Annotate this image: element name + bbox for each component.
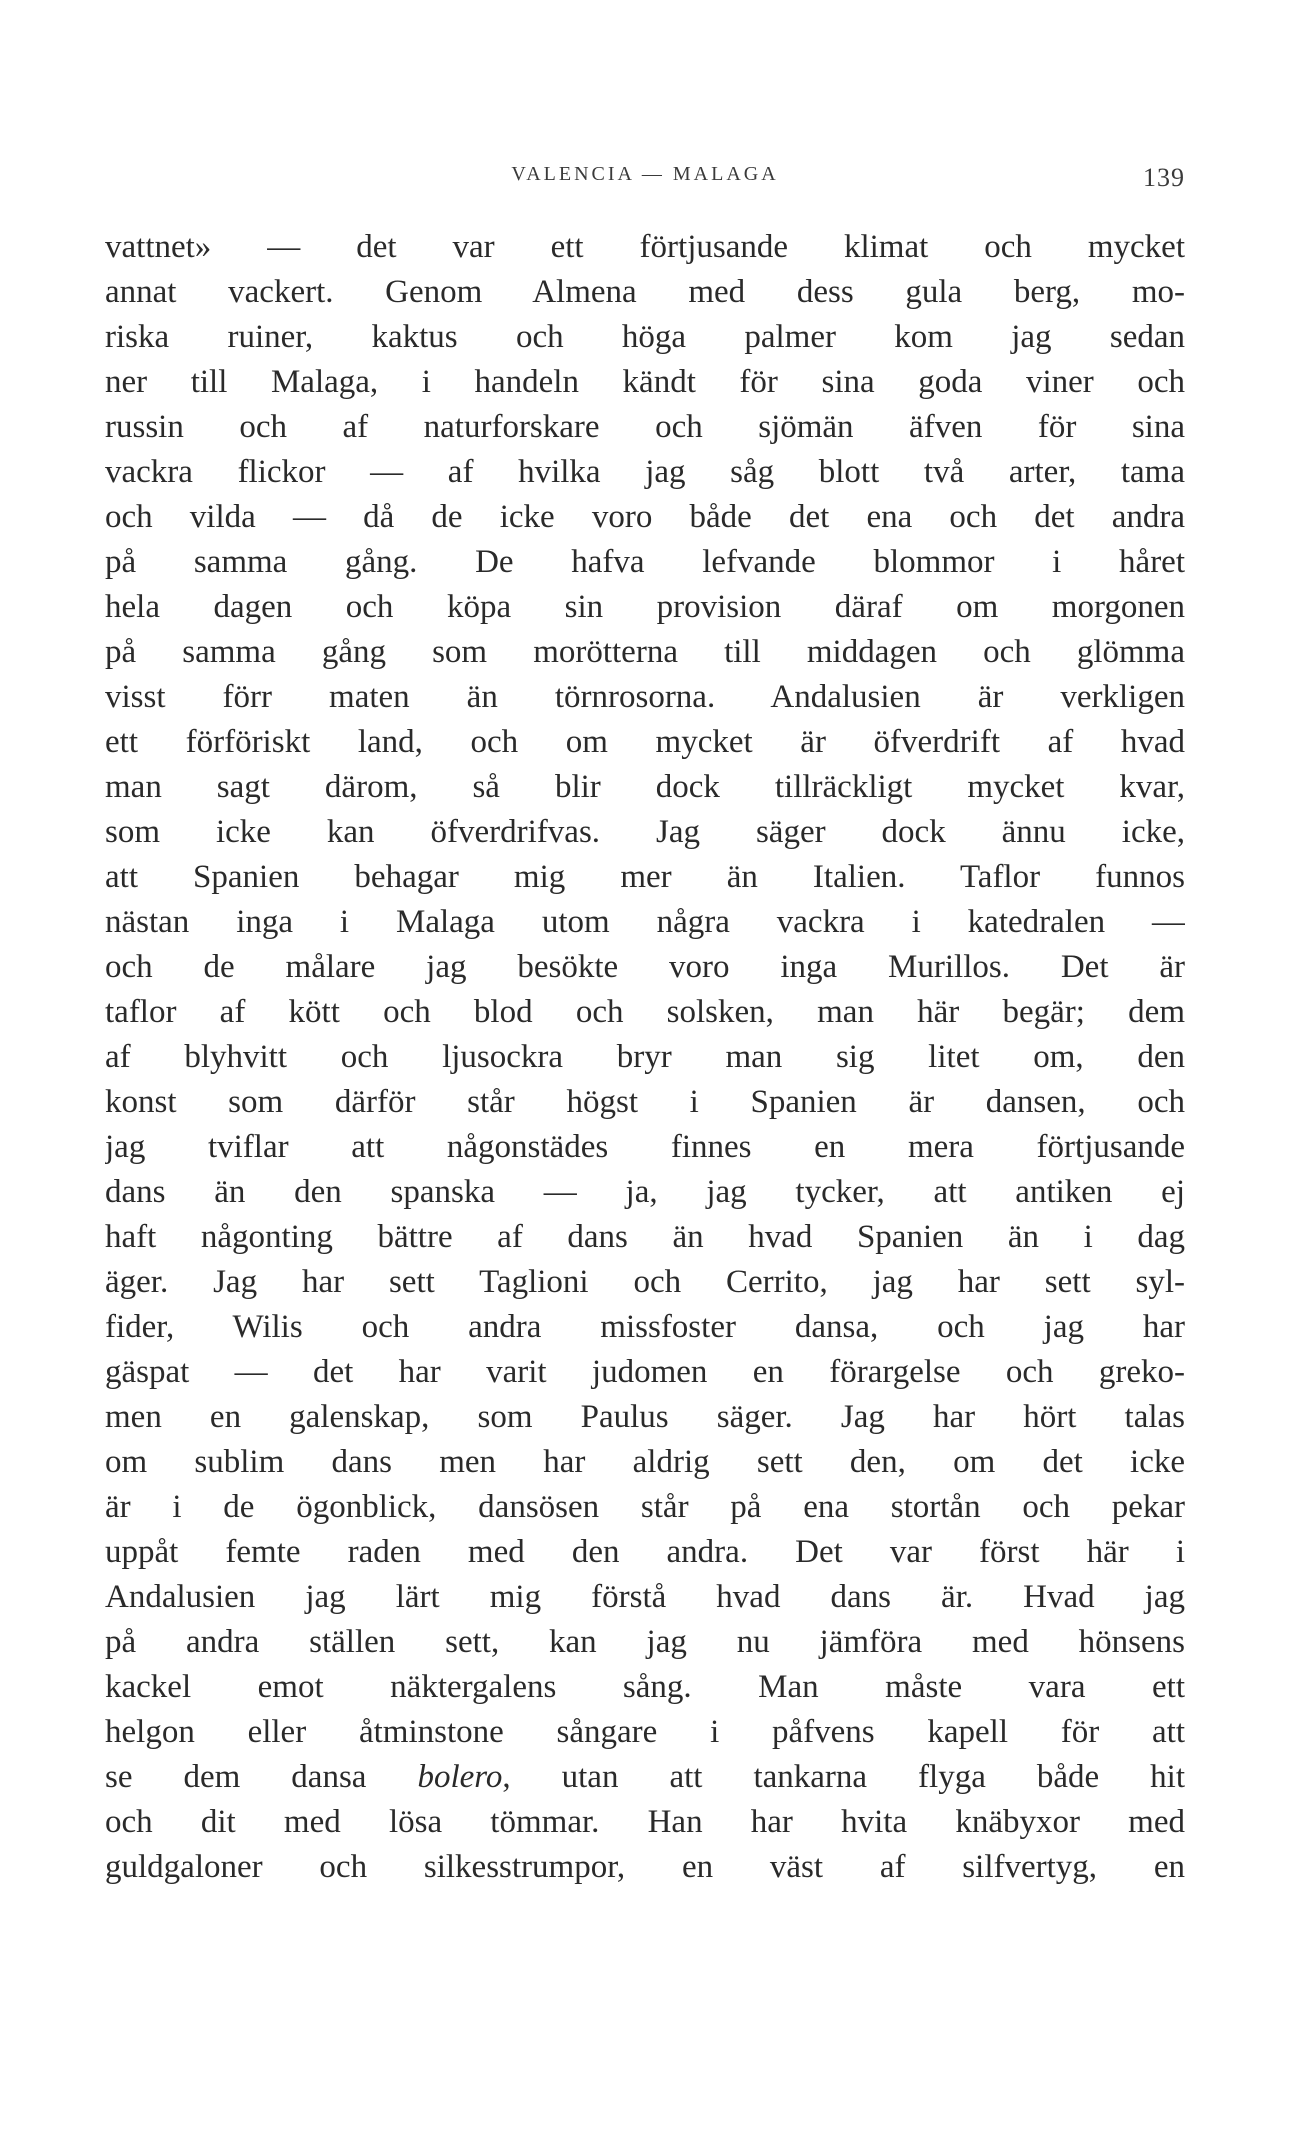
text-line: fider, Wilis och andra missfoster dansa, och jag har [105,1309,1185,1345]
text-line: guldgaloner och silkesstrumpor, en väst af silfvertyg, en [105,1849,1185,1885]
page-header [105,163,1185,195]
text-line: hela dagen och köpa sin provision däraf om morgonen [105,589,1185,625]
text-line: på andra ställen sett, kan jag nu jämföra med hönsens [105,1624,1185,1660]
text-line: riska ruiner, kaktus och höga palmer kom jag sedan [105,319,1185,355]
text-line: Andalusien jag lärt mig förstå hvad dans är. Hvad jag [105,1579,1185,1615]
text-line-with-italic [105,1755,1185,1800]
text-line: om sublim dans men har aldrig sett den, om det icke [105,1444,1185,1480]
text-line: ner till Malaga, i handeln kändt för sina goda viner och [105,364,1185,400]
text-line: äger. Jag har sett Taglioni och Cerrito, jag har sett syl- [105,1264,1185,1300]
text-line: ett förföriskt land, och om mycket är öfverdrift af hvad [105,724,1185,760]
text-line: som icke kan öfverdrifvas. Jag säger dock ännu icke, [105,814,1185,850]
text-line: kackel emot näktergalens sång. Man måste vara ett [105,1669,1185,1705]
text-line: dans än den spanska — ja, jag tycker, att antiken ej [105,1174,1185,1210]
text-line: jag tviflar att någonstädes finnes en mera förtjusande [105,1129,1185,1165]
text-line: och de målare jag besökte voro inga Murillos. Det är [105,949,1185,985]
text-line: att Spanien behagar mig mer än Italien. Taflor funnos [105,859,1185,895]
text-line: vackra flickor — af hvilka jag såg blott två arter, tama [105,454,1185,490]
text-line: russin och af naturforskare och sjömän äfven för sina [105,409,1185,445]
text-line: vattnet» — det var ett förtjusande klimat och mycket [105,229,1185,265]
text-segment: se dem dansa [105,1759,418,1795]
text-line: taflor af kött och blod och solsken, man här begär; dem [105,994,1185,1030]
text-line: är i de ögonblick, dansösen står på ena stortån och pekar [105,1489,1185,1525]
text-line: konst som därför står högst i Spanien är dansen, och [105,1084,1185,1120]
text-segment: , utan att tankarna flyga både hit [502,1759,1185,1795]
text-line: af blyhvitt och ljusockra bryr man sig litet om, den [105,1039,1185,1075]
text-line: haft någonting bättre af dans än hvad Spanien än i dag [105,1219,1185,1255]
running-title: VALENCIA — MALAGA [511,163,779,185]
text-line: men en galenskap, som Paulus säger. Jag har hört talas [105,1399,1185,1435]
italic-word: bolero [417,1759,503,1795]
text-line: visst förr maten än törnrosorna. Andalusien är verkligen [105,679,1185,715]
text-line: på samma gång som morötterna till middagen och glömma [105,634,1185,670]
text-line: helgon eller åtminstone sångare i påfvens kapell för att [105,1714,1185,1750]
body-text [105,225,1185,1890]
text-line: och dit med lösa tömmar. Han har hvita knäbyxor med [105,1804,1185,1840]
text-line: och vilda — då de icke voro både det ena och det andra [105,499,1185,535]
text-line: annat vackert. Genom Almena med dess gula berg, mo- [105,274,1185,310]
text-line: uppåt femte raden med den andra. Det var först här i [105,1534,1185,1570]
page-number: 139 [1143,163,1185,192]
text-line: nästan inga i Malaga utom några vackra i katedralen — [105,904,1185,940]
text-line: gäspat — det har varit judomen en förargelse och greko- [105,1354,1185,1390]
text-line: på samma gång. De hafva lefvande blommor i håret [105,544,1185,580]
text-line: man sagt därom, så blir dock tillräckligt mycket kvar, [105,769,1185,805]
